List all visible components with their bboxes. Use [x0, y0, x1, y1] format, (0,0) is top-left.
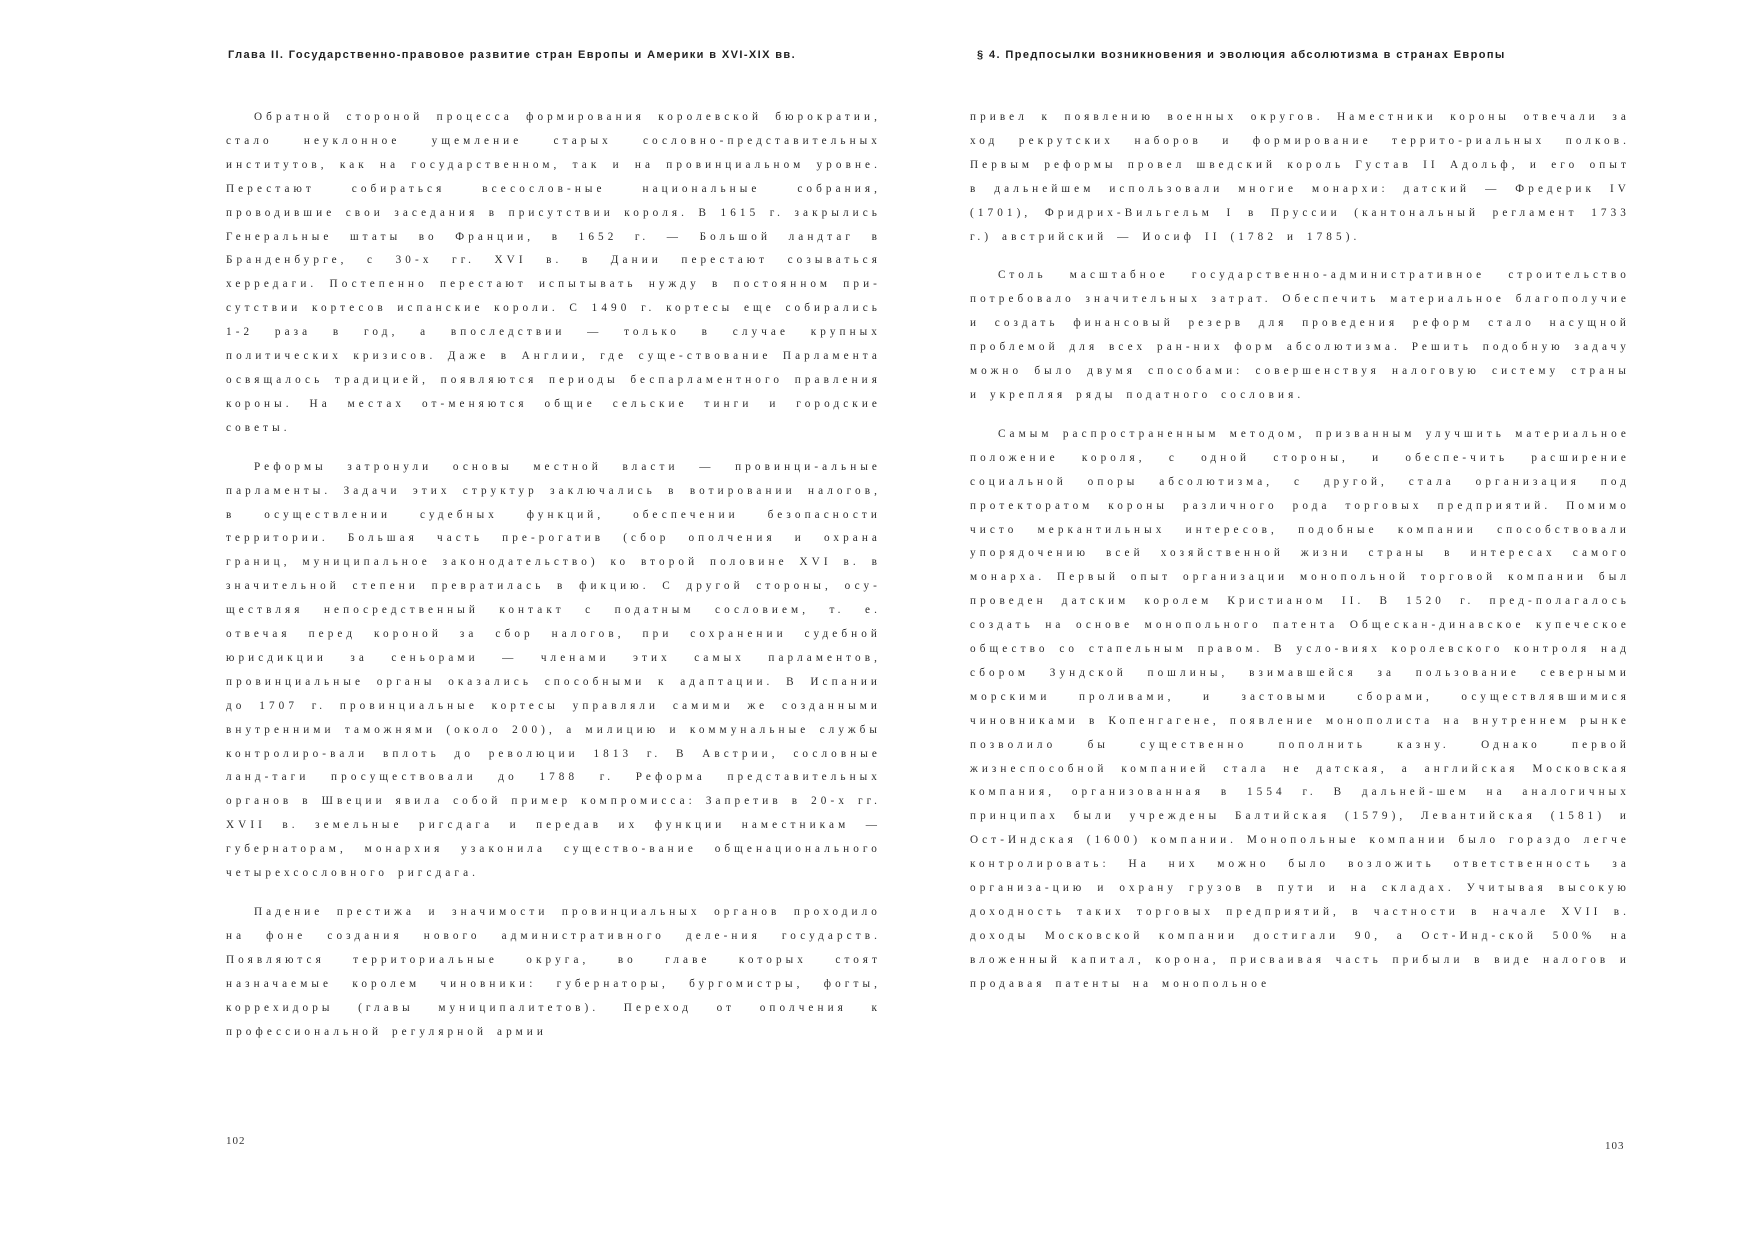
paragraph: Обратной стороной процесса формирования королевской бюрократии, стало неуклонное ущемление старых сословно-представительных институтов, как на государственном, так и на провинциальном уровне. Перестают собираться всесослов-ные национальные собрания, проводившие свои заседания в присутствии короля. В 1615 г. закрылись Генеральные штаты во Франции, в 1652 г. — Большой ландтаг в Бранденбурге, с 30-х гг. XVI в. в Дании перестают созываться херредаги. Постепенно перестают испытывать нужду в постоянном при-сутствии кортесов испанские короли. С 1490 г. кортесы еще собирались 1-2 раза в год, а впоследствии — только в случае крупных политических кризисов. Даже в Англии, где суще-ствование Парламента освящалось традицией, появляются периоды беспарламентного правления короны. На местах от-меняются общие сельские тинги и городские советы. [226, 111, 881, 434]
running-head-left: Глава II. Государственно-правовое развитие стран Европы и Америки в XVI-XIX вв. [228, 49, 797, 61]
page-number-right: 103 [1605, 1140, 1625, 1152]
page-number-left: 102 [226, 1135, 246, 1147]
right-page-text [970, 106, 1630, 1012]
paragraph: Падение престижа и значимости провинциальных органов проходило на фоне создания нового административного деле-ния государств. Появляются территориальные округа, во главе которых стоят назначаемые королем чиновники: губернаторы, бургомистры, фогты, коррехидоры (главы муниципалитетов). Переход от ополчения к профессиональной регулярной армии [226, 906, 881, 1038]
paragraph: Реформы затронули основы местной власти — провинци-альные парламенты. Задачи этих структур заключались в вотировании налогов, в осуществлении судебных функций, обеспечении безопасности территории. Большая часть пре-рогатив (сбор ополчения и охрана границ, муниципальное законодательство) ко второй половине XVI в. в значительной степени превратилась в фикцию. С другой стороны, осу-ществляя непосредственный контакт с податным сословием, т. е. отвечая перед короной за сбор налогов, при сохранении судебной юрисдикции за сеньорами — членами этих самых парламентов, провинциальные органы оказались способными к адаптации. В Испании до 1707 г. провинциальные кортесы управляли самими же созданными внутренними таможнями (около 200), а милицию и коммунальные службы контролиро-вали вплоть до революции 1813 г. В Австрии, сословные ланд-таги просуществовали до 1788 г. Реформа представительных органов в Швеции явила собой пример компромисса: Запретив в 20-х гг. XVII в. земельные ригсдага и передав их функции наместникам — губернаторам, монархия узаконила существо-вание общенационального четырехсословного ригсдага. [226, 460, 881, 880]
running-head-right: § 4. Предпосылки возникновения и эволюция абсолютизма в странах Европы [977, 49, 1506, 61]
paragraph: Самым распространенным методом, призванным улучшить материальное положение короля, с одной стороны, и обеспе-чить расширение социальной опоры абсолютизма, с другой, стала организация под протекторатом короны различного рода торговых предприятий. Помимо чисто меркантильных интересов, подобные компании способствовали упорядочению всей хозяйственной жизни страны в интересах самого монарха. Первый опыт организации монопольной торговой компании был проведен датским королем Кристианом II. В 1520 г. пред-полагалось создать на основе монопольного патента Общескан-динавское купеческое общество со стапельным правом. В усло-виях королевского контроля над сбором Зундской пошлины, взимавшейся за пользование северными морскими проливами, и застовыми сборами, осуществлявшимися чиновниками в Копенгагене, появление монополиста на внутреннем рынке позволило бы существенно пополнить казну. Однако первой жизнеспособной компанией стала не датская, а английская Московская компания, организованная в 1554 г. В дальней-шем на аналогичных принципах были учреждены Балтийская (1579), Левантийская (1581) и Ост-Индская (1600) компании. Монопольные компании было гораздо легче контролировать: На них можно было возложить ответственность за организа-цию и охрану грузов в пути и на складах. Учитывая высокую доходность таких торговых предприятий, в частности в начале XVII в. доходы Московской компании достигали 90, а Ост-Инд-ской 500% на вложенный капитал, корона, присваивая часть прибыли в виде налогов и продавая патенты на монопольное [970, 427, 1630, 990]
paragraph: привел к появлению военных округов. Наместники короны отвечали за ход рекрутских наборов и формирование террито-риальных полков. Первым реформы провел шведский король Густав II Адольф, и его опыт в дальнейшем использовали многие монархи: датский — Фредерик IV (1701), Фридрих-Вильгельм I в Пруссии (кантональный регламент 1733 г.) австрийский — Иосиф II (1782 и 1785). [970, 111, 1630, 243]
right-page [877, 0, 1754, 1239]
left-page-text [226, 106, 881, 1059]
paragraph: Столь масштабное государственно-административное строительство потребовало значительных затрат. Обеспечить материальное благополучие и создать финансовый резерв для проведения реформ стало насущной проблемой для всех ран-них форм абсолютизма. Решить подобную задачу можно было двумя способами: совершенствуя налоговую систему страны и укрепляя ряды податного сословия. [970, 269, 1630, 401]
